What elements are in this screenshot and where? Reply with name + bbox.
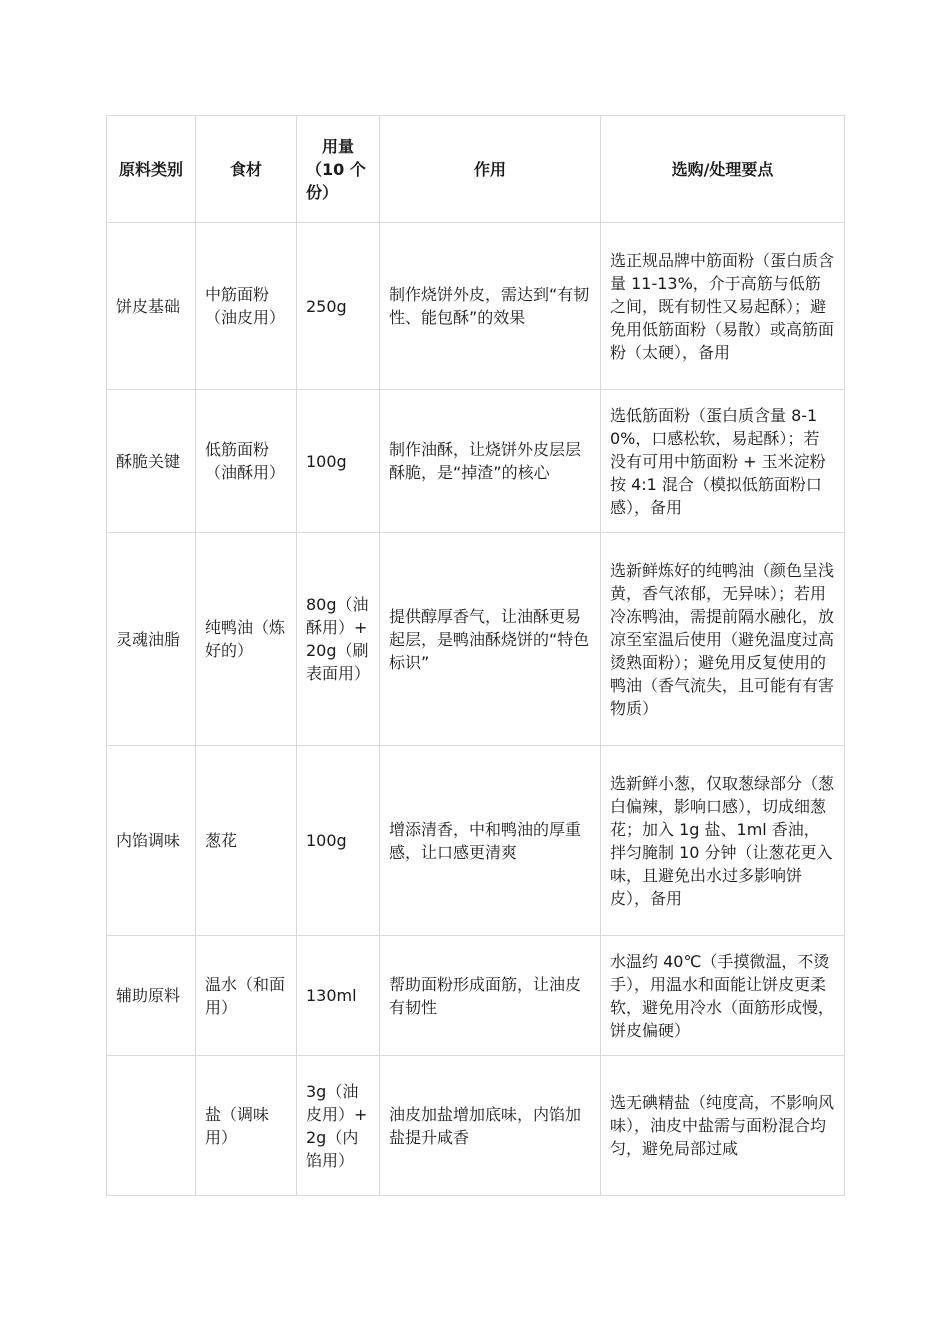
cell-ingredient: 低筋面粉（油酥用）: [196, 390, 297, 533]
header-amount: [297, 116, 380, 223]
cell-function: 提供醇厚香气，让油酥更易起层，是鸭油酥烧饼的“特色标识”: [380, 533, 601, 746]
cell-function: 帮助面粉形成面筋，让油皮有韧性: [380, 936, 601, 1056]
table-row: [107, 1056, 845, 1196]
cell-function: 油皮加盐增加底味，内馅加盐提升咸香: [380, 1056, 601, 1196]
cell-amount: 100g: [297, 390, 380, 533]
cell-category: 饼皮基础: [107, 223, 196, 390]
header-tips: 选购/处理要点: [601, 116, 845, 223]
cell-amount: 80g（油酥用）+20g（刷表面用）: [297, 533, 380, 746]
cell-ingredient: 纯鸭油（炼好的）: [196, 533, 297, 746]
cell-function: 增添清香，中和鸭油的厚重感，让口感更清爽: [380, 746, 601, 936]
ingredients-table: [106, 115, 845, 1196]
cell-amount: 130ml: [297, 936, 380, 1056]
cell-tips: 水温约 40℃（手摸微温，不烫手），用温水和面能让饼皮更柔软，避免用冷水（面筋形成慢，饼皮偏硬）: [601, 936, 845, 1056]
cell-ingredient: 温水（和面用）: [196, 936, 297, 1056]
cell-tips: 选新鲜炼好的纯鸭油（颜色呈浅黄，香气浓郁，无异味）；若用冷冻鸭油，需提前隔水融化，放凉至室温后使用（避免温度过高烫熟面粉）；避免用反复使用的鸭油（香气流失，且可能有有害物质）: [601, 533, 845, 746]
table-row: [107, 533, 845, 746]
table-row: [107, 746, 845, 936]
cell-category: [107, 1056, 196, 1196]
cell-tips: 选无碘精盐（纯度高，不影响风味），油皮中盐需与面粉混合均匀，避免局部过咸: [601, 1056, 845, 1196]
table-row: [107, 936, 845, 1056]
cell-category: 辅助原料: [107, 936, 196, 1056]
header-amount-title: 用量: [321, 136, 354, 156]
cell-category: 酥脆关键: [107, 390, 196, 533]
cell-function: 制作油酥，让烧饼外皮层层酥脆，是“掉渣”的核心: [380, 390, 601, 533]
table-row: [107, 223, 845, 390]
cell-amount: 3g（油皮用）+2g（内馅用）: [297, 1056, 380, 1196]
table-header-row: [107, 116, 845, 223]
cell-category: 灵魂油脂: [107, 533, 196, 746]
header-category: 原料类别: [107, 116, 196, 223]
cell-ingredient: 盐（调味用）: [196, 1056, 297, 1196]
cell-tips: 选正规品牌中筋面粉（蛋白质含量 11-13%，介于高筋与低筋之间，既有韧性又易起酥）；避免用低筋面粉（易散）或高筋面粉（太硬），备用: [601, 223, 845, 390]
cell-ingredient: 葱花: [196, 746, 297, 936]
cell-amount: 100g: [297, 746, 380, 936]
header-ingredient: 食材: [196, 116, 297, 223]
cell-tips: 选低筋面粉（蛋白质含量 8-10%，口感松软，易起酥）；若没有可用中筋面粉 + 玉米淀粉按 4:1 混合（模拟低筋面粉口感），备用: [601, 390, 845, 533]
header-function: 作用: [380, 116, 601, 223]
header-amount-subtitle: （10 个份）: [306, 159, 366, 202]
cell-function: 制作烧饼外皮，需达到“有韧性、能包酥”的效果: [380, 223, 601, 390]
table-row: [107, 390, 845, 533]
cell-amount: 250g: [297, 223, 380, 390]
cell-tips: 选新鲜小葱，仅取葱绿部分（葱白偏辣，影响口感），切成细葱花；加入 1g 盐、1ml 香油，拌匀腌制 10 分钟（让葱花更入味，且避免出水过多影响饼皮），备用: [601, 746, 845, 936]
cell-category: 内馅调味: [107, 746, 196, 936]
cell-ingredient: 中筋面粉（油皮用）: [196, 223, 297, 390]
